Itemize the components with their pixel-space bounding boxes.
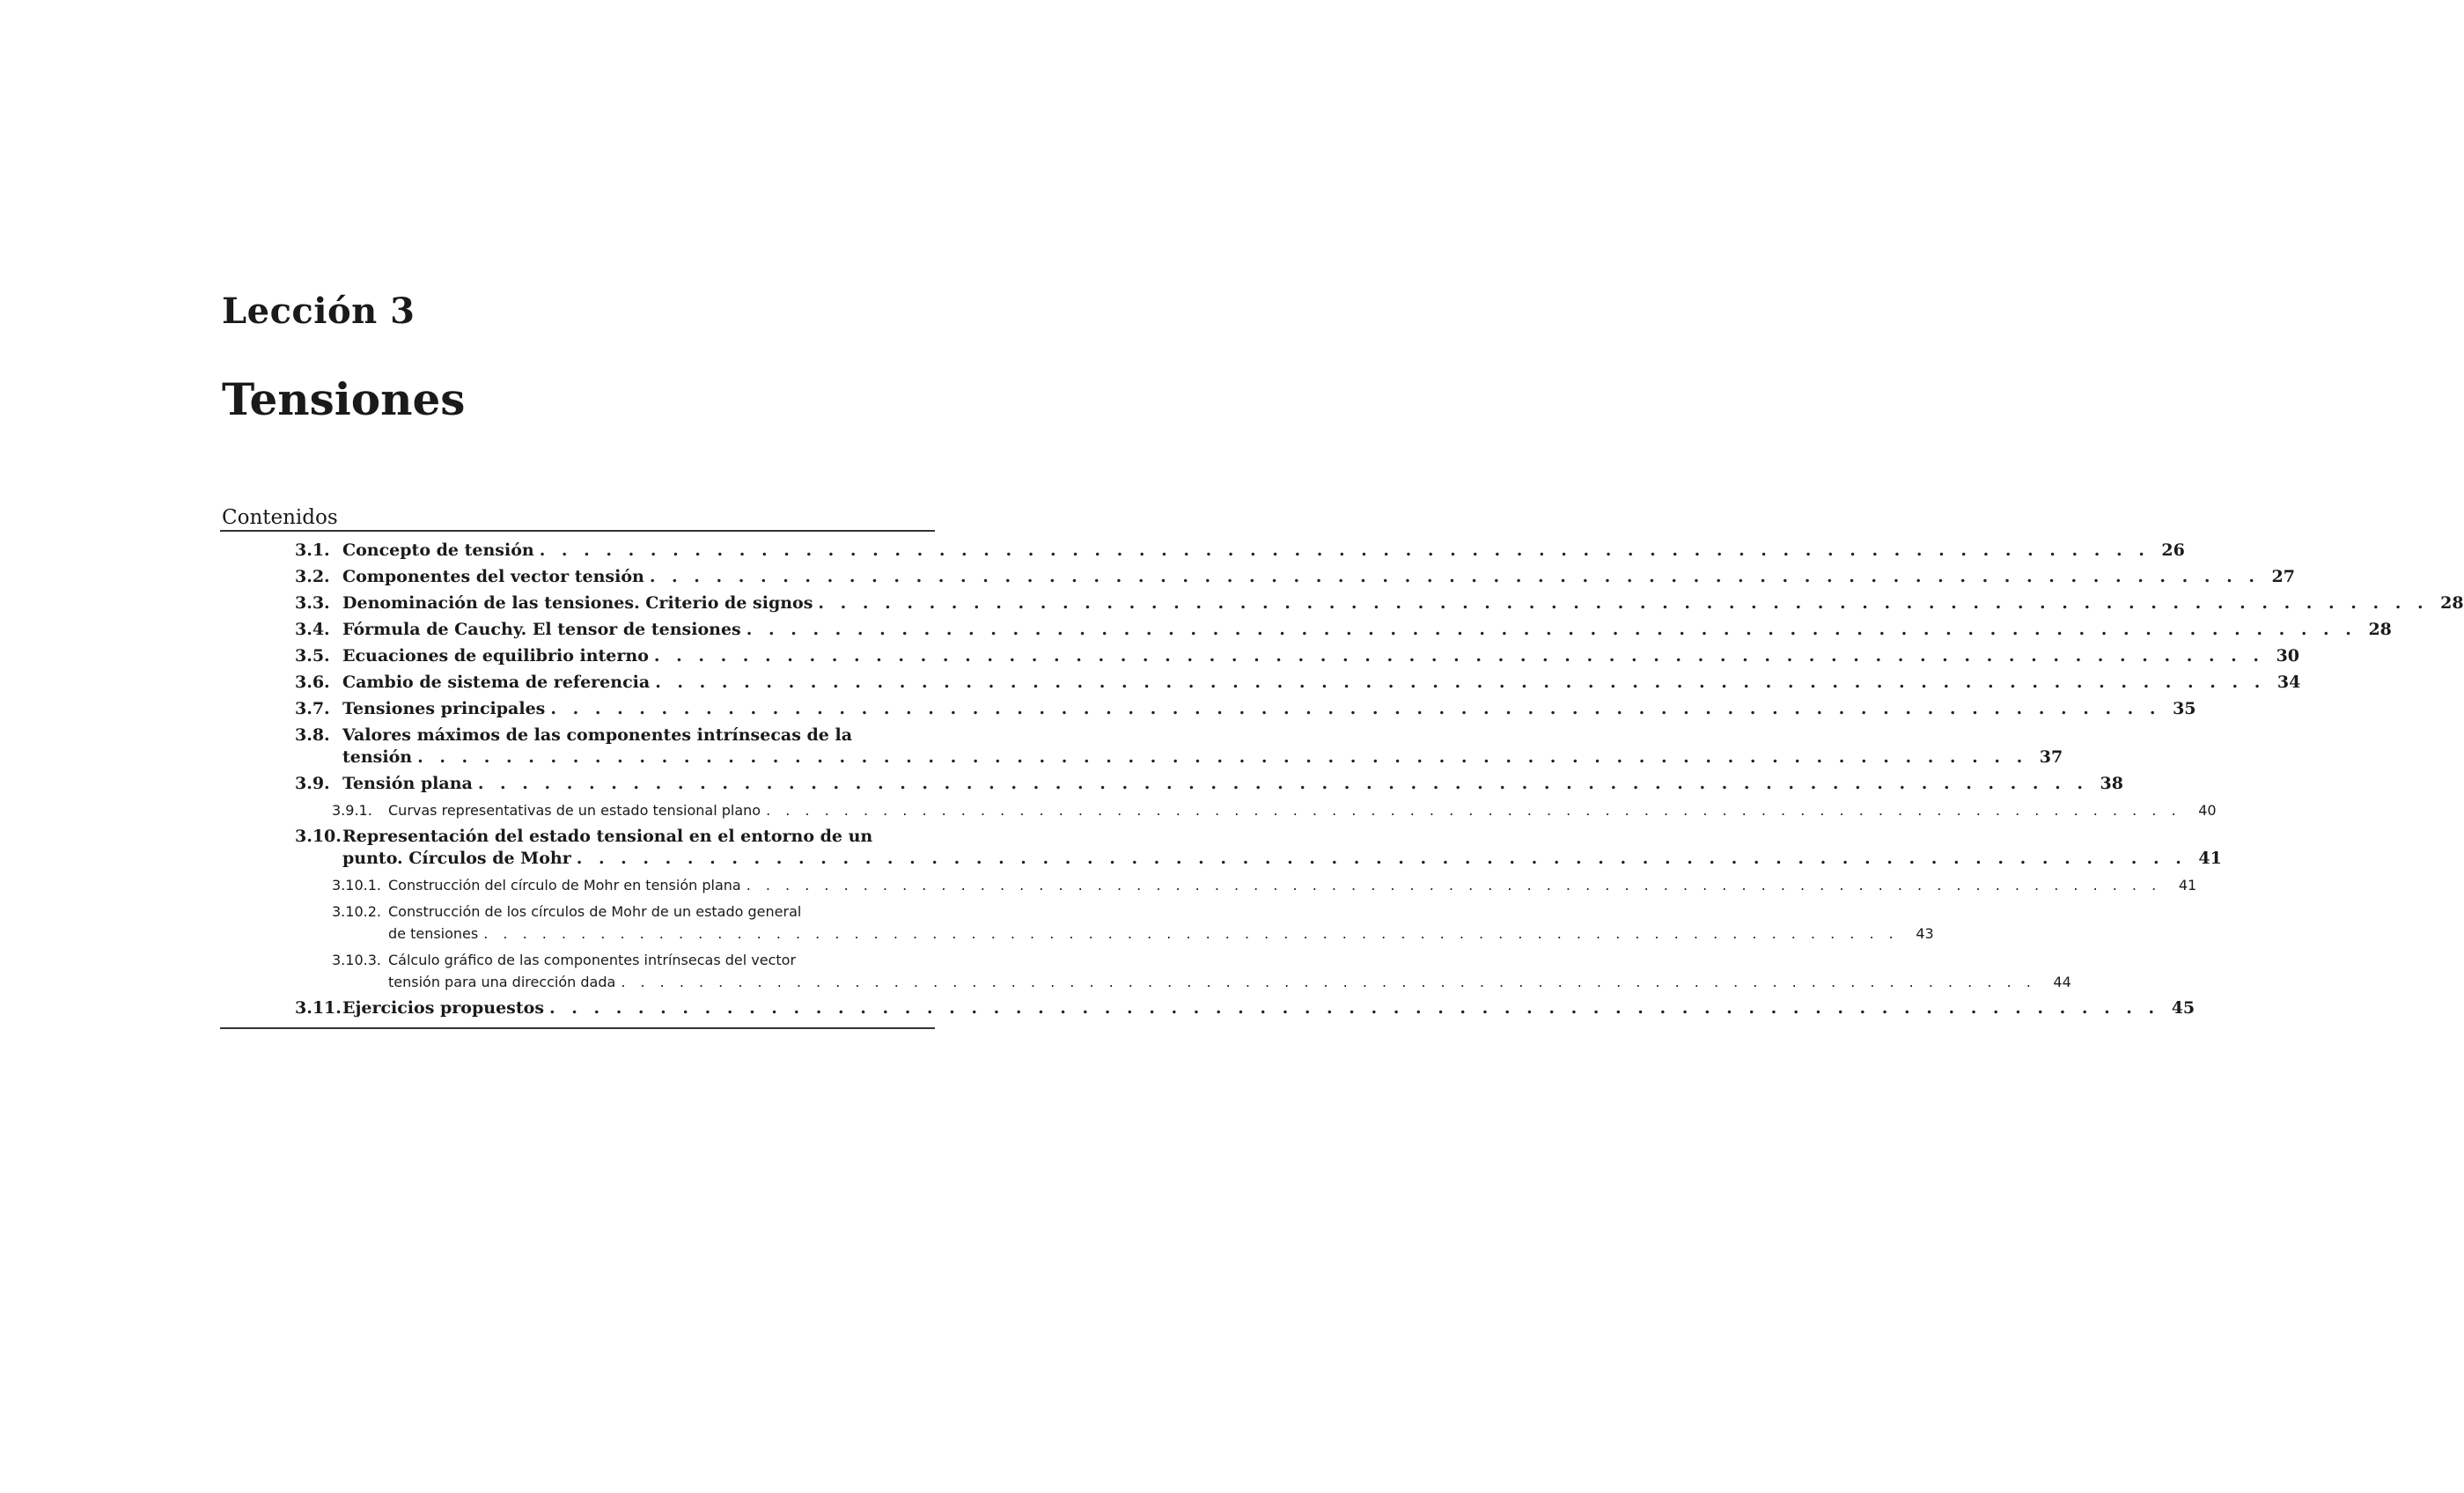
toc-entry-page: 38 bbox=[2100, 774, 2123, 793]
toc-entry-page: 43 bbox=[1916, 925, 1934, 942]
toc-entry-3-11[interactable] bbox=[295, 993, 2196, 1019]
toc-entry-title-line1: Construcción de los círculos de Mohr de un estado general bbox=[388, 903, 802, 920]
toc-entry-title: Denominación de las tensiones. Criterio de signos bbox=[342, 593, 813, 613]
toc-entry-number: 3.6. bbox=[295, 673, 330, 692]
toc-entry-number: 3.9.1. bbox=[332, 802, 372, 819]
toc-entry-number: 3.1. bbox=[295, 541, 330, 560]
toc-entry-3-5[interactable] bbox=[295, 641, 2300, 667]
toc-top-rule bbox=[220, 530, 935, 532]
toc-entry-title: Curvas representativas de un estado tensional plano bbox=[388, 802, 761, 819]
toc-entry-page: 35 bbox=[2173, 699, 2196, 718]
toc-entry-3-9-1[interactable] bbox=[295, 795, 2217, 821]
toc-entry-title-line1: Valores máximos de las componentes intrínsecas de la bbox=[342, 725, 853, 745]
chapter-title: Tensiones bbox=[222, 373, 466, 425]
toc-entry-title: Tensión plana bbox=[342, 774, 473, 793]
toc-entry-number: 3.5. bbox=[295, 646, 330, 666]
toc-entry-number: 3.8. bbox=[295, 725, 330, 745]
toc-entry-number: 3.9. bbox=[295, 774, 330, 793]
toc-entry-3-9[interactable] bbox=[295, 769, 2123, 795]
toc-dot-leader bbox=[540, 540, 2150, 562]
toc-entry-3-3[interactable] bbox=[295, 588, 2464, 614]
toc-entry-page: 28 bbox=[2440, 593, 2464, 613]
toc-entry-3-10-2[interactable] bbox=[295, 896, 1934, 945]
toc-entry-title: Componentes del vector tensión bbox=[342, 567, 644, 586]
toc-entry-title-line1: Representación del estado tensional en el entorno de un bbox=[342, 827, 873, 846]
toc-entry-3-10-3[interactable] bbox=[295, 945, 2071, 993]
toc-entry-page: 34 bbox=[2276, 673, 2301, 692]
toc-entry-number: 3.10. bbox=[295, 827, 342, 846]
toc-entry-3-2[interactable] bbox=[295, 562, 2295, 588]
toc-entry-number: 3.10.2. bbox=[332, 903, 381, 920]
toc-entry-number: 3.10.3. bbox=[332, 952, 381, 968]
toc-entry-page: 37 bbox=[2039, 747, 2063, 767]
toc-entry-page: 26 bbox=[2161, 541, 2185, 560]
toc-dot-leader bbox=[549, 997, 2159, 1019]
toc-entry-number: 3.3. bbox=[295, 593, 330, 613]
toc-entry-title-line2: tensión para una dirección dada bbox=[388, 974, 616, 990]
toc-entry-title: Ejercicios propuestos bbox=[342, 998, 545, 1018]
toc-dot-leader bbox=[621, 971, 2035, 993]
toc-entry-title: Concepto de tensión bbox=[342, 541, 534, 560]
toc-entry-title: Tensiones principales bbox=[342, 699, 546, 718]
toc-dot-leader bbox=[650, 566, 2260, 588]
toc-dot-leader bbox=[654, 645, 2264, 667]
toc-entry-title: Cambio de sistema de referencia bbox=[342, 673, 651, 692]
toc-entry-3-10[interactable] bbox=[295, 821, 2222, 870]
toc-entry-title-line2: de tensiones bbox=[388, 925, 479, 942]
toc-dot-leader bbox=[577, 848, 2187, 870]
toc-entry-title: Ecuaciones de equilibrio interno bbox=[342, 646, 649, 666]
toc-dot-leader bbox=[747, 619, 2357, 641]
lesson-label: Lección 3 bbox=[222, 291, 416, 332]
toc-entry-3-4[interactable] bbox=[295, 614, 2392, 641]
toc-entry-page: 40 bbox=[2198, 802, 2217, 819]
toc-entry-page: 45 bbox=[2171, 998, 2196, 1018]
toc-dot-leader bbox=[655, 672, 2265, 694]
toc-entry-title-line1: Cálculo gráfico de las componentes intrínsecas del vector bbox=[388, 952, 797, 968]
toc-bottom-rule bbox=[220, 1027, 935, 1029]
toc-entry-title-line2: punto. Círculos de Mohr bbox=[342, 849, 571, 868]
toc-dot-leader bbox=[478, 773, 2088, 795]
toc-entry-page: 27 bbox=[2271, 567, 2295, 586]
toc-entry-page: 28 bbox=[2368, 620, 2392, 639]
table-of-contents bbox=[295, 535, 2464, 1019]
toc-dot-leader bbox=[747, 874, 2161, 896]
toc-entry-page: 44 bbox=[2053, 974, 2071, 990]
toc-dot-leader bbox=[417, 746, 2027, 769]
toc-entry-number: 3.2. bbox=[295, 567, 330, 586]
toc-heading: Contenidos bbox=[222, 506, 338, 529]
toc-entry-page: 41 bbox=[2198, 849, 2222, 868]
toc-entry-number: 3.4. bbox=[295, 620, 330, 639]
toc-entry-3-7[interactable] bbox=[295, 694, 2196, 720]
toc-entry-page: 30 bbox=[2276, 646, 2300, 666]
toc-entry-number: 3.11. bbox=[295, 998, 342, 1018]
toc-entry-3-8[interactable] bbox=[295, 720, 2063, 769]
toc-entry-page: 41 bbox=[2178, 877, 2197, 894]
toc-dot-leader bbox=[550, 698, 2160, 720]
toc-entry-number: 3.10.1. bbox=[332, 877, 381, 894]
toc-entry-3-6[interactable] bbox=[295, 667, 2301, 694]
toc-entry-3-10-1[interactable] bbox=[295, 870, 2197, 896]
toc-dot-leader bbox=[818, 592, 2428, 614]
toc-entry-title: Fórmula de Cauchy. El tensor de tensiones bbox=[342, 620, 741, 639]
toc-entry-title-line2: tensión bbox=[342, 747, 413, 767]
toc-entry-number: 3.7. bbox=[295, 699, 330, 718]
toc-entry-title: Construcción del círculo de Mohr en tensión plana bbox=[388, 877, 741, 894]
toc-dot-leader bbox=[766, 799, 2181, 821]
toc-entry-3-1[interactable] bbox=[295, 535, 2185, 562]
toc-dot-leader bbox=[483, 923, 1898, 945]
